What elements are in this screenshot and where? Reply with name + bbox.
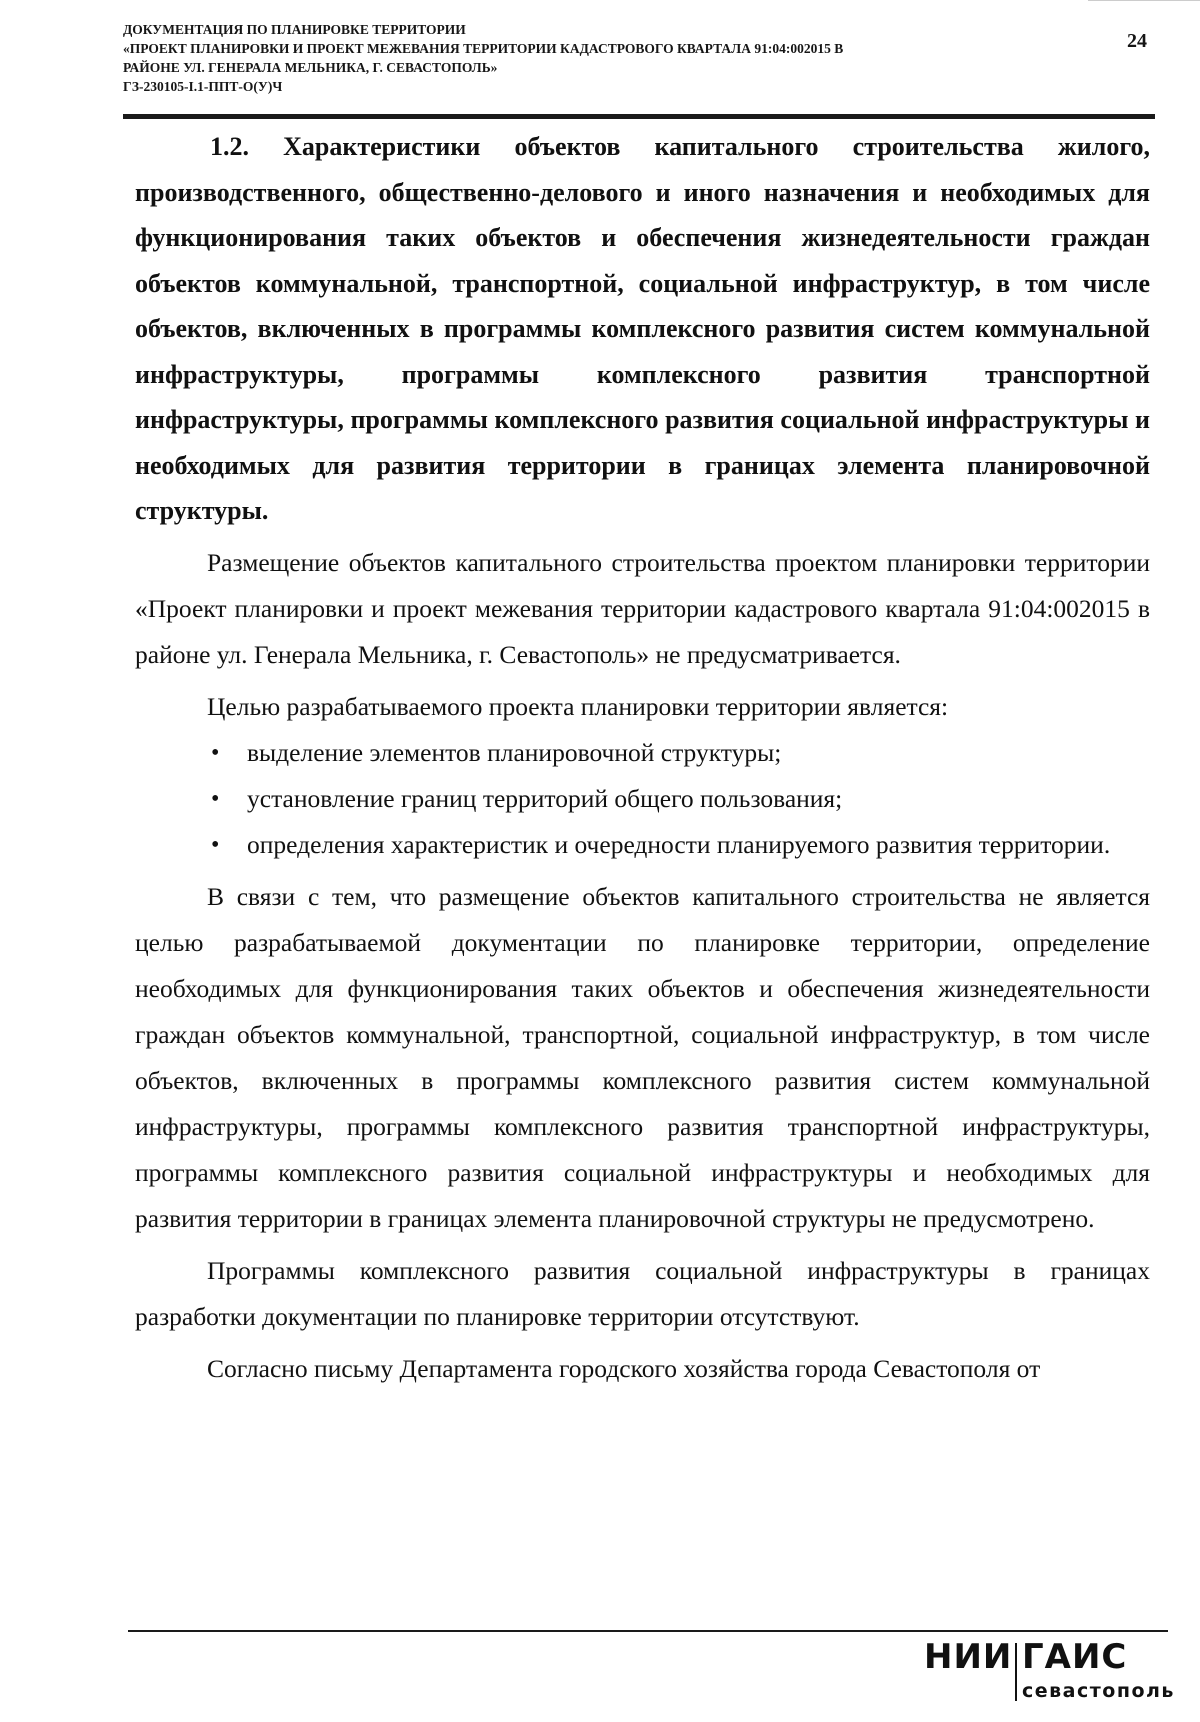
logo-city-text: севастополь [1022,1680,1175,1702]
header-line-2: «ПРОЕКТ ПЛАНИРОВКИ И ПРОЕКТ МЕЖЕВАНИЯ ТЕРРИТОРИИ КАДАСТРОВОГО КВАРТАЛА 91:04:002015 В [123,41,844,56]
company-logo [924,1637,1184,1709]
header-divider [123,114,1155,119]
paragraph-5: Согласно письму Департамента городского хозяйства города Севастополя от [207,1353,1041,1383]
paragraph-1: Размещение объектов капитального строительства проектом планировки территории «Проект планировки и проект межевания территории кадастрового квартала 91:04:002015 в районе ул. Генерала Мельника, г. Севастополь» не предусматривается. [135,547,1150,669]
header-line-3: РАЙОНЕ УЛ. ГЕНЕРАЛА МЕЛЬНИКА, Г. СЕВАСТОПОЛЬ» [123,60,498,75]
corner-scan-mark [1088,0,1200,1]
page-content [135,124,1150,1392]
footer-divider [128,1630,1168,1632]
logo-nii-text: НИИ [924,1637,1013,1677]
logo-gais-text: ГАИС [1022,1637,1128,1677]
logo-separator [1015,1643,1017,1701]
document-header [123,20,1183,96]
paragraph-4: Программы комплексного развития социальной инфраструктуры в границах разработки документации по планировке территории отсутствуют. [135,1255,1150,1331]
section-title: 1.2. Характеристики объектов капитального строительства жилого, производственного, общественно-делового и иного назначения и необходимых для функционирования таких объектов и обеспечения жизнедеятельности граждан объектов коммунальной, транспортной, социальной инфраструктур, в том числе объектов, включенных в программы комплексного развития систем коммунальной инфраструктуры, программы комплексного развития транспортной инфраструктуры, программы комплексного развития социальной инфраструктуры и необходимых для развития территории в границах элемента планировочной структуры. [135,132,1150,525]
page-number: 24 [1127,30,1147,52]
goals-list [135,730,1150,868]
paragraph-3: В связи с тем, что размещение объектов капитального строительства не является целью разрабатываемой документации по планировке территории, определение необходимых для функционирования таких объектов и обеспечения жизнедеятельности граждан объектов коммунальной, транспортной, социальной инфраструктур, в том числе объектов, включенных в программы комплексного развития систем коммунальной инфраструктуры, программы комплексного развития транспортной инфраструктуры, программы комплексного развития социальной инфраструктуры и необходимых для развития территории в границах элемента планировочной структуры не предусмотрено. [135,881,1150,1233]
header-line-1: ДОКУМЕНТАЦИЯ ПО ПЛАНИРОВКЕ ТЕРРИТОРИИ [123,22,466,37]
list-item: • установление границ территорий общего пользования; [247,776,1150,822]
header-line-4: ГЗ-230105-I.1-ППТ-О(У)Ч [123,79,283,94]
list-item: • выделение элементов планировочной структуры; [247,730,1150,776]
list-item: • определения характеристик и очередности планируемого развития территории. [247,822,1150,868]
paragraph-2: Целью разрабатываемого проекта планировки территории является: [207,691,949,721]
